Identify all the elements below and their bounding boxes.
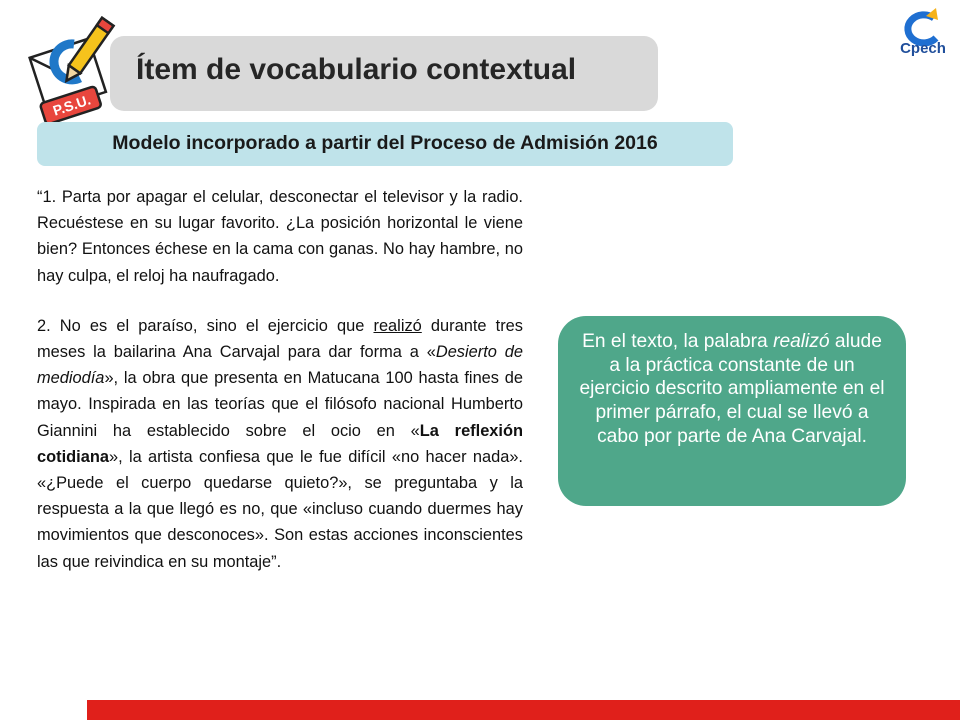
footer-bar	[87, 700, 960, 720]
subtitle-banner	[37, 122, 733, 166]
paragraph-2	[37, 313, 523, 575]
callout-word: realizó	[773, 331, 830, 352]
callout-part-a: En el texto, la palabra	[582, 331, 774, 352]
paragraph-2-part-b: durante tres meses la bailarina Ana Carvajal para dar forma a «	[37, 316, 523, 362]
callout-part-b: alude a la práctica constante de un ejercicio descrito ampliamente en el primer párrafo, el cual se llevó a cabo por parte de Ana Carvajal.	[579, 331, 885, 447]
explanation-callout	[558, 316, 906, 506]
psu-logo-icon	[22, 14, 118, 124]
book-title: La reflexión cotidiana	[37, 421, 524, 466]
target-word: realizó	[373, 316, 422, 335]
page-title: Ítem de vocabulario contextual	[136, 53, 577, 86]
psu-logo-label: P.S.U.	[50, 91, 93, 119]
reading-text	[37, 184, 523, 575]
paragraph-2-part-c: », la obra que presenta en Matucana 100 hasta fines de mayo. Inspirada en las teorías que el filósofo nacional Humberto Giannini ha establecido sobre el ocio en «	[37, 369, 523, 440]
page-subtitle: Modelo incorporado a partir del Proceso de Admisión 2016	[112, 132, 658, 154]
paragraph-2-part-d: », la artista confiesa que le fue difícil «no hacer nada». «¿Puede el cuerpo quedarse quieto?», se preguntaba y la respuesta a la que llegó es no, que «incluso cuando duermes hay movimientos que desconoces». Son estas acciones inconscientes las que reivindica en su montaje”.	[37, 447, 523, 571]
cpech-logo-text: Cpech	[900, 40, 946, 57]
paragraph-1: “1. Parta por apagar el celular, desconectar el televisor y la radio. Recuéstese en su lugar favorito. ¿La posición horizontal le viene bien? Entonces échese en la cama con ganas. No hay hambre, no hay culpa, el reloj ha naufragado.	[37, 188, 523, 285]
title-banner	[110, 36, 658, 111]
work-title: Desierto de mediodía	[37, 343, 523, 388]
paragraph-2-part-a: 2. No es el paraíso, sino el ejercicio que	[37, 316, 374, 335]
